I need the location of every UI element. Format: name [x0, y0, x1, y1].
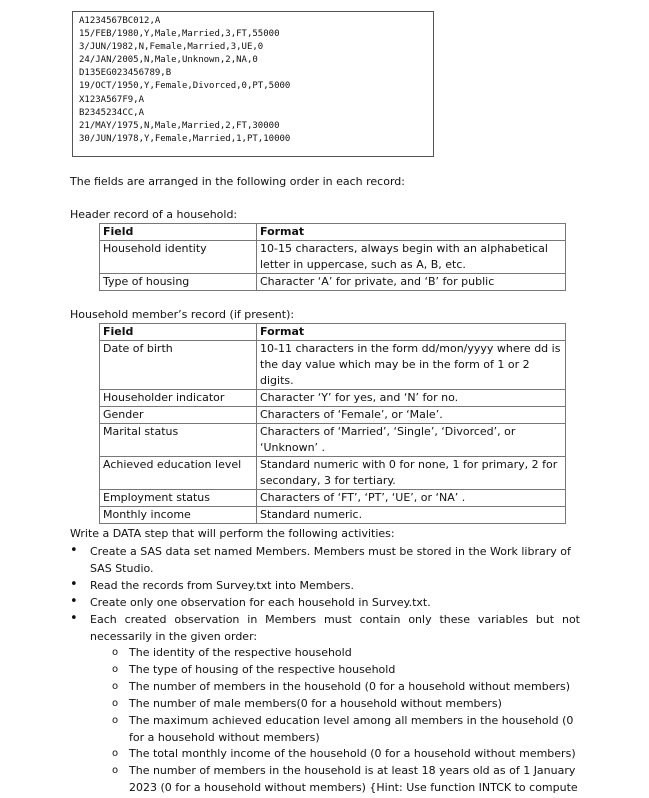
code-line: 19/OCT/1950,Y,Female,Divorced,0,PT,5000 [79, 81, 291, 92]
bullet-marker: • [70, 543, 78, 558]
header-record-table [99, 223, 566, 291]
format-cell: Standard numeric with 0 for none, 1 for primary, 2 for secondary, 3 for tertiary. [257, 457, 566, 490]
member-record-title: Household member’s record (if present): [70, 308, 295, 321]
code-line: 15/FEB/1980,Y,Male,Married,3,FT,55000 [79, 29, 280, 40]
table-row [100, 457, 566, 490]
sub-bullet-marker: o [112, 681, 119, 692]
table-row [100, 407, 566, 424]
format-cell: 10-11 characters in the form dd/mon/yyyy where dd is the day value which may be in the form of 1 or 2 digits. [257, 341, 566, 390]
code-sample-box [72, 11, 434, 157]
format-cell: Characters of ‘FT’, ‘PT’, ‘UE’, or ‘NA’ . [257, 490, 566, 507]
field-cell: Employment status [100, 490, 257, 507]
format-cell: Character ‘A’ for private, and ‘B’ for public [257, 274, 566, 291]
sub-item: The number of members in the household is at least 18 years old as of 1 January 2023 (0 for a household without members) {Hint: Use function INTCK to compute [129, 764, 578, 794]
column-header-format: Format [257, 224, 566, 241]
table-row [100, 390, 566, 407]
format-cell: Character ‘Y’ for yes, and ‘N’ for no. [257, 390, 566, 407]
code-line: 24/JAN/2005,N,Male,Unknown,2,NA,0 [79, 55, 258, 66]
bullet-item: Create a SAS data set named Members. Members must be stored in the Work library of SAS Studio. [90, 545, 571, 575]
column-header-field: Field [100, 324, 257, 341]
table-row [100, 274, 566, 291]
bullet-item: Read the records from Survey.txt into Members. [90, 579, 355, 592]
bullet-marker: • [70, 611, 78, 626]
sub-bullet-marker: o [112, 748, 119, 759]
table-row [100, 507, 566, 524]
code-line: D135EG023456789,B [79, 68, 172, 79]
format-cell: 10-15 characters, always begin with an alphabetical letter in uppercase, such as A, B, etc. [257, 241, 566, 274]
code-line: B2345234CC,A [79, 107, 145, 118]
member-record-table [99, 323, 566, 524]
format-cell: Characters of ‘Married’, ‘Single’, ‘Divorced’, or ‘Unknown’ . [257, 424, 566, 457]
column-header-field: Field [100, 224, 257, 241]
header-record-title: Header record of a household: [70, 208, 238, 221]
field-cell: Achieved education level [100, 457, 257, 490]
table-row [100, 424, 566, 457]
code-line: A1234567BC012,A [79, 16, 161, 26]
field-cell: Marital status [100, 424, 257, 457]
sub-bullet-marker: o [112, 698, 119, 709]
format-cell: Characters of ‘Female’, or ‘Male’. [257, 407, 566, 424]
code-line: 3/JUN/1982,N,Female,Married,3,UE,0 [79, 42, 264, 53]
column-header-format: Format [257, 324, 566, 341]
field-cell: Monthly income [100, 507, 257, 524]
format-cell: Standard numeric. [257, 507, 566, 524]
field-cell: Household identity [100, 241, 257, 274]
table-row [100, 490, 566, 507]
table-header-row [100, 324, 566, 341]
field-cell: Householder indicator [100, 390, 257, 407]
sub-item: The type of housing of the respective household [129, 663, 396, 676]
code-line: X123A567F9,A [79, 94, 145, 105]
sub-bullet-marker: o [112, 647, 119, 658]
bullet-marker: • [70, 577, 78, 592]
sub-item: The identity of the respective household [129, 646, 352, 659]
sub-item: The total monthly income of the household (0 for a household without members) [129, 747, 576, 760]
sub-item: The number of male members(0 for a household without members) [129, 697, 502, 710]
table-row [100, 241, 566, 274]
table-row [100, 341, 566, 390]
sub-bullet-marker: o [112, 664, 119, 675]
field-cell: Type of housing [100, 274, 257, 291]
intro-text: The fields are arranged in the following order in each record: [70, 175, 405, 188]
sub-bullet-marker: o [112, 715, 119, 726]
sub-item: The number of members in the household (0 for a household without members) [129, 680, 571, 693]
field-cell: Date of birth [100, 341, 257, 390]
instructions-lead: Write a DATA step that will perform the following activities: [70, 527, 395, 540]
bullet-item: Create only one observation for each household in Survey.txt. [90, 596, 431, 609]
code-line: 21/MAY/1975,N,Male,Married,2,FT,30000 [79, 120, 280, 131]
bullet-item: Each created observation in Members must contain only these variables but not necessarily in the given order: [90, 613, 580, 643]
sub-item: The maximum achieved education level among all members in the household (0 for a household without members) [129, 714, 574, 744]
code-line: 30/JUN/1978,Y,Female,Married,1,PT,10000 [79, 133, 291, 144]
bullet-marker: • [70, 594, 78, 609]
field-cell: Gender [100, 407, 257, 424]
sub-bullet-marker: o [112, 765, 119, 776]
table-header-row [100, 224, 566, 241]
